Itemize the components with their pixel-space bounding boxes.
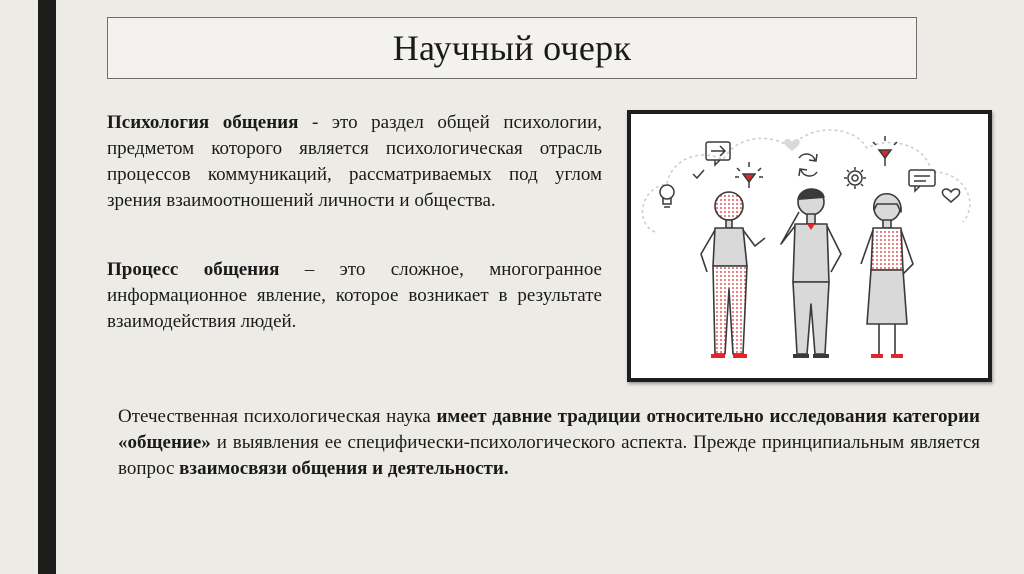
communication-illustration [627, 110, 992, 382]
emphasis-interrelation: взаимосвязи общения и деятельности. [179, 458, 509, 479]
title-box [107, 17, 917, 79]
lamp-sparkle-icon [735, 162, 763, 188]
lightbulb-icon [660, 185, 674, 207]
body-text: и выявления ее специфически-психологического аспекта. Прежде принципиальным является вопрос [118, 432, 980, 479]
check-icon [693, 170, 704, 178]
arrow-box-icon [706, 142, 730, 165]
chat-bubble-icon [909, 170, 935, 191]
definition-text: – это сложное, многогранное информационное явление, которое возникает в результате взаимодействия людей. [107, 259, 602, 332]
heart-icon [784, 139, 799, 151]
lightbulb-sparkle-icon [873, 136, 897, 166]
term-process-of-communication: Процесс общения [107, 259, 280, 280]
side-accent-bar [38, 0, 56, 574]
definition-paragraph-psychology [107, 110, 602, 214]
body-paragraph [118, 404, 980, 482]
definition-text: - это раздел общей психологии, предметом которого является психологическая отрасль процессов коммуникаций, рассматриваемых под углом зрения взаимоотношений личности и общества. [107, 112, 602, 211]
woman-figure-right [861, 194, 913, 358]
woman-figure-left [701, 192, 765, 358]
emphasis-traditions: имеет давние традиции относительно исследования категории «общение» [118, 406, 980, 453]
slide-title: Научный очерк [392, 28, 632, 68]
body-text: Отечественная психологическая наука [118, 406, 437, 427]
gear-icon [844, 167, 866, 189]
term-psychology-of-communication: Психология общения [107, 112, 299, 133]
definition-paragraph-process [107, 257, 602, 335]
refresh-icon [799, 154, 817, 176]
man-figure-center [781, 189, 841, 358]
heart-outline-icon [942, 189, 959, 202]
illustration-svg [631, 114, 988, 378]
